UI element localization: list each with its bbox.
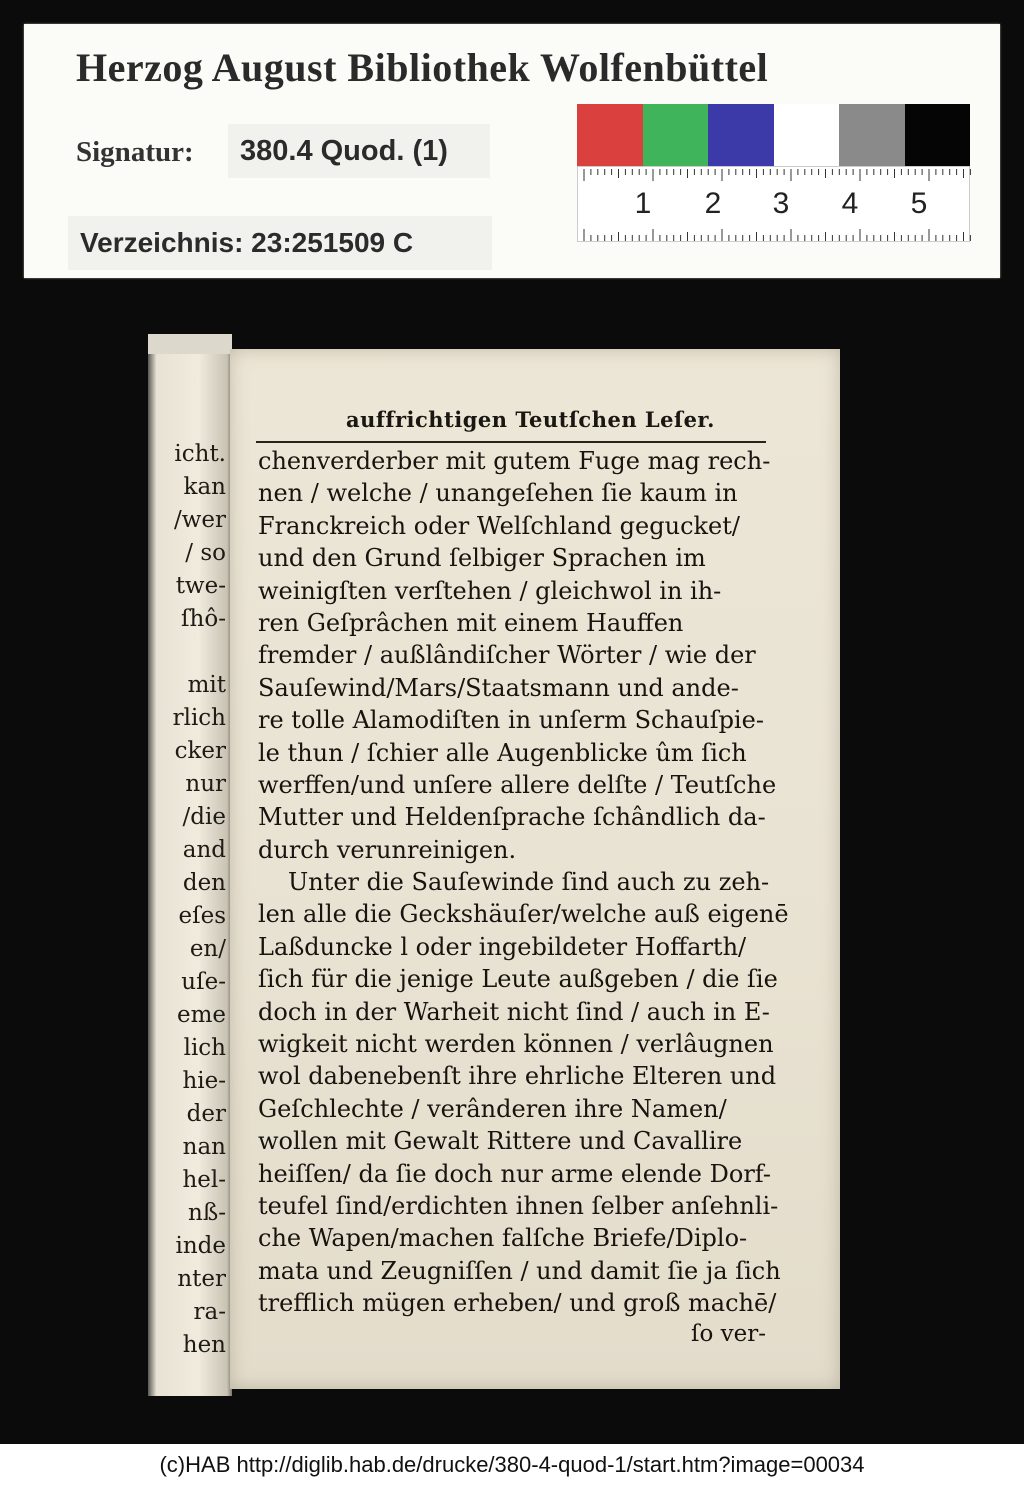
swatch-green (643, 104, 709, 166)
text-line: trefflich mügen erheben/ und groß machē/ (258, 1289, 777, 1318)
adjacent-page-line: eme (176, 1002, 226, 1028)
adjacent-page-line (156, 636, 226, 669)
text-line: teufel ſind/erdichten ihnen ſelber anſehnli- (258, 1191, 779, 1220)
ruler-number: 1 (634, 187, 652, 220)
adjacent-page-line: nur (185, 771, 226, 797)
adjacent-page-line: en/ (189, 936, 226, 962)
ruler-number: 2 (704, 187, 722, 220)
text-line: durch verunreinigen. (258, 835, 517, 864)
adjacent-page-line: eſes (178, 903, 226, 929)
adjacent-page-edge (148, 334, 232, 1396)
adjacent-page-line: nan (182, 1134, 226, 1160)
signatur-value: 380.4 Quod. (1) (228, 124, 490, 178)
adjacent-page-text (156, 438, 226, 1362)
adjacent-page-line: inde (175, 1233, 226, 1259)
text-line: re tolle Alamodiſten in unſerm Schauſpie- (258, 706, 764, 735)
scale-ruler (577, 166, 970, 242)
library-title: Herzog August Bibliothek Wolfenbüttel (76, 45, 769, 90)
text-line: wigkeit nicht werden können / verlâugnen (258, 1030, 774, 1059)
adjacent-page-line: den (182, 870, 226, 896)
text-line: le thun / ſchier alle Augenblicke ûm ſich (258, 738, 747, 767)
running-head: auffrichtigen Teutſchen Leſer. (346, 407, 715, 432)
adjacent-page-line: rlich (172, 705, 226, 731)
adjacent-page-line: twe- (175, 573, 226, 599)
text-line: nen / welche / unangeſehen ſie kaum in (258, 479, 738, 508)
ruler-number: 5 (910, 187, 928, 220)
color-calibration-chart (577, 104, 970, 166)
text-line: wollen mit Gewalt Rittere und Cavallire (258, 1127, 743, 1156)
copyright-footer: (c)HAB http://diglib.hab.de/drucke/380-4-quod-1/start.htm?image=00034 (0, 1444, 1024, 1486)
text-line: chenverderber mit gutem Fuge mag rech- (258, 447, 771, 475)
catalog-label-card (24, 24, 1000, 278)
adjacent-page-line: hen (182, 1332, 226, 1358)
adjacent-page-line: /wer (173, 507, 226, 533)
adjacent-page-line: hel- (182, 1167, 226, 1193)
text-line: ſich für die jenige Leute außgeben / die ſie (258, 965, 778, 994)
adjacent-page-line: /die (182, 804, 226, 830)
adjacent-page-line: der (186, 1101, 226, 1127)
adjacent-page-line: nß- (188, 1200, 226, 1226)
text-line: werffen/und unſere allere delſte / Teutſche (258, 770, 777, 799)
swatch-gray (839, 104, 905, 166)
adjacent-page-line: hie- (182, 1068, 226, 1094)
adjacent-page-line: mit (187, 672, 226, 698)
text-line: wol dabenebenſt ihre ehrliche Elteren und (258, 1062, 777, 1091)
verzeichnis-value: Verzeichnis: 23:251509 C (68, 216, 492, 270)
adjacent-page-line: ra- (193, 1299, 226, 1325)
text-line: Mutter und Heldenſprache ſchândlich da- (258, 803, 766, 832)
text-line: doch in der Warheit nicht ſind / auch in E- (258, 997, 770, 1026)
adjacent-page-line: icht. (174, 441, 226, 467)
text-line: fremder / außlândiſcher Wörter / wie der (258, 641, 756, 670)
text-line: Franckreich oder Welſchland gegucket/ (258, 511, 740, 540)
header-rule (256, 441, 766, 443)
adjacent-page-line: nter (177, 1266, 226, 1292)
signatur-label: Signatur: (76, 136, 194, 168)
swatch-blue (708, 104, 774, 166)
text-line: mata und Zeugniſſen / und damit ſie ja ſich (258, 1256, 781, 1285)
text-line: Geſchlechte / verânderen ihre Namen/ (258, 1094, 727, 1123)
catchword: ſo ver- (690, 1321, 766, 1347)
adjacent-page-line: ſhô- (181, 606, 226, 632)
text-line: weinigſten verſtehen / gleichwol in ih- (258, 576, 722, 605)
text-line: Unter die Sauſewinde ſind auch zu zeh- (288, 868, 770, 897)
adjacent-page-line: lich (183, 1035, 226, 1061)
adjacent-page-line: uſe- (181, 969, 226, 995)
text-line: heiſſen/ da ſie doch nur arme elende Dorf- (258, 1159, 771, 1188)
text-line: len alle die Geckshäuſer/welche auß eigenē (258, 900, 789, 929)
text-line: und den Grund ſelbiger Sprachen im (258, 544, 706, 573)
adjacent-page-line: cker (174, 738, 226, 764)
adjacent-page-line: kan (183, 474, 226, 500)
ruler-number: 4 (841, 187, 859, 220)
text-line: ren Geſprâchen mit einem Hauffen (258, 608, 684, 637)
text-line: che Wapen/machen falſche Briefe/Diplo- (258, 1224, 748, 1253)
adjacent-page-line: and (182, 837, 226, 863)
swatch-black (905, 104, 971, 166)
ruler-number: 3 (772, 187, 790, 220)
book-top-edge (148, 334, 232, 354)
page-body-text (258, 445, 789, 1320)
swatch-red (577, 104, 643, 166)
book-page (230, 349, 840, 1389)
text-line: Sauſewind/Mars/Staatsmann und ande- (258, 673, 739, 702)
text-line: Laßduncke l oder ingebildeter Hoffarth/ (258, 932, 747, 961)
swatch-white (774, 104, 840, 166)
adjacent-page-line: / so (185, 540, 226, 566)
